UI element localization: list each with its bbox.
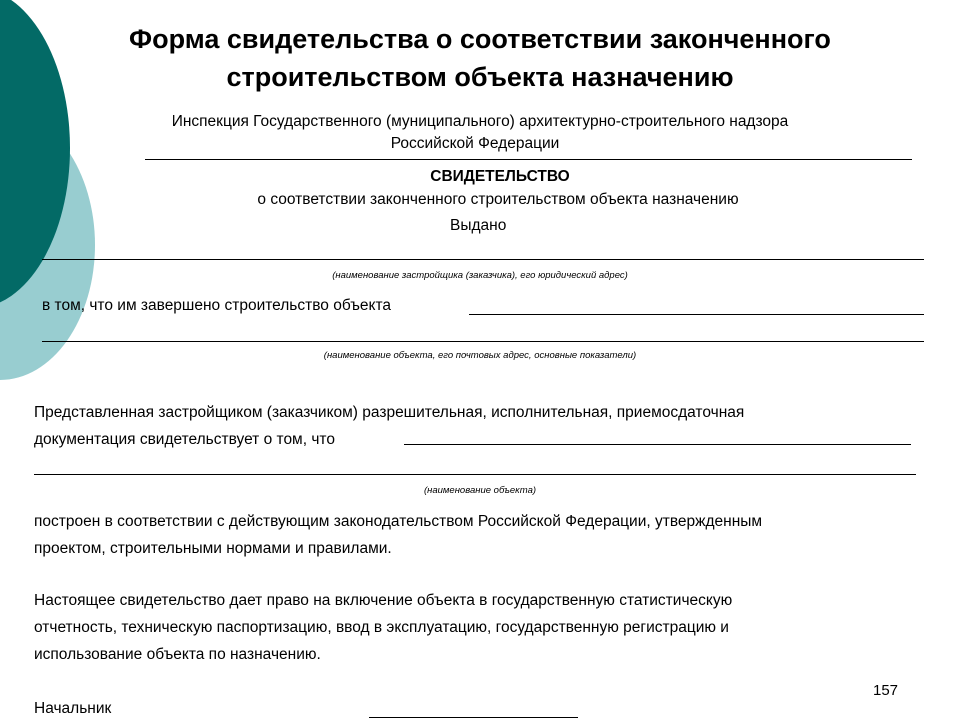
inspection-line-2: Российской Федерации <box>390 135 560 152</box>
paragraph-rights-line-3: использование объекта по назначению. <box>34 646 321 663</box>
paragraph-documentation-line-2: документация свидетельствует о том, что <box>34 431 335 448</box>
documentation-blank-line-2 <box>34 474 916 475</box>
object-blank-line-2 <box>42 341 924 342</box>
inspection-line-1: Инспекция Государственного (муниципального) архитектурно-строительного надзора <box>171 113 789 130</box>
object-caption: (наименование объекта, его почтовых адрес, основные показатели) <box>323 350 637 361</box>
chief-label: Начальник <box>34 700 112 717</box>
paragraph-rights <box>34 587 732 668</box>
signature-blank-line <box>369 717 578 718</box>
paragraph-documentation-line-1: Представленная застройщиком (заказчиком) разрешительная, исполнительная, приемосдаточная <box>34 404 745 421</box>
slide-title <box>40 20 920 96</box>
page-number: 157 <box>873 682 899 699</box>
title-line-1: Форма свидетельства о соответствии законченного <box>129 24 831 54</box>
paragraph-compliance-line-1: построен в соответствии с действующим законодательством Российской Федерации, утвержденным <box>34 513 763 530</box>
completed-label: в том, что им завершено строительство объекта <box>42 297 391 314</box>
developer-blank-line <box>42 259 924 260</box>
title-line-2: строительством объекта назначению <box>226 62 734 92</box>
paragraph-rights-line-2: отчетность, техническую паспортизацию, ввод в эксплуатацию, государственную регистрацию и <box>34 619 729 636</box>
object-name-caption: (наименование объекта) <box>423 485 537 496</box>
object-blank-line-1 <box>469 314 924 315</box>
developer-caption: (наименование застройщика (заказчика), его юридический адрес) <box>332 270 628 281</box>
issued-label: Выдано <box>450 217 507 234</box>
documentation-blank-line-1 <box>404 444 911 445</box>
paragraph-rights-line-1: Настоящее свидетельство дает право на включение объекта в государственную статистическую <box>34 592 733 609</box>
certificate-heading: СВИДЕТЕЛЬСТВО <box>430 168 570 185</box>
inspection-rule <box>145 159 912 160</box>
paragraph-compliance-line-2: проектом, строительными нормами и правилами. <box>34 540 392 557</box>
certificate-subheading: о соответствии законченного строительством объекта назначению <box>257 191 739 208</box>
paragraph-compliance <box>34 508 762 562</box>
